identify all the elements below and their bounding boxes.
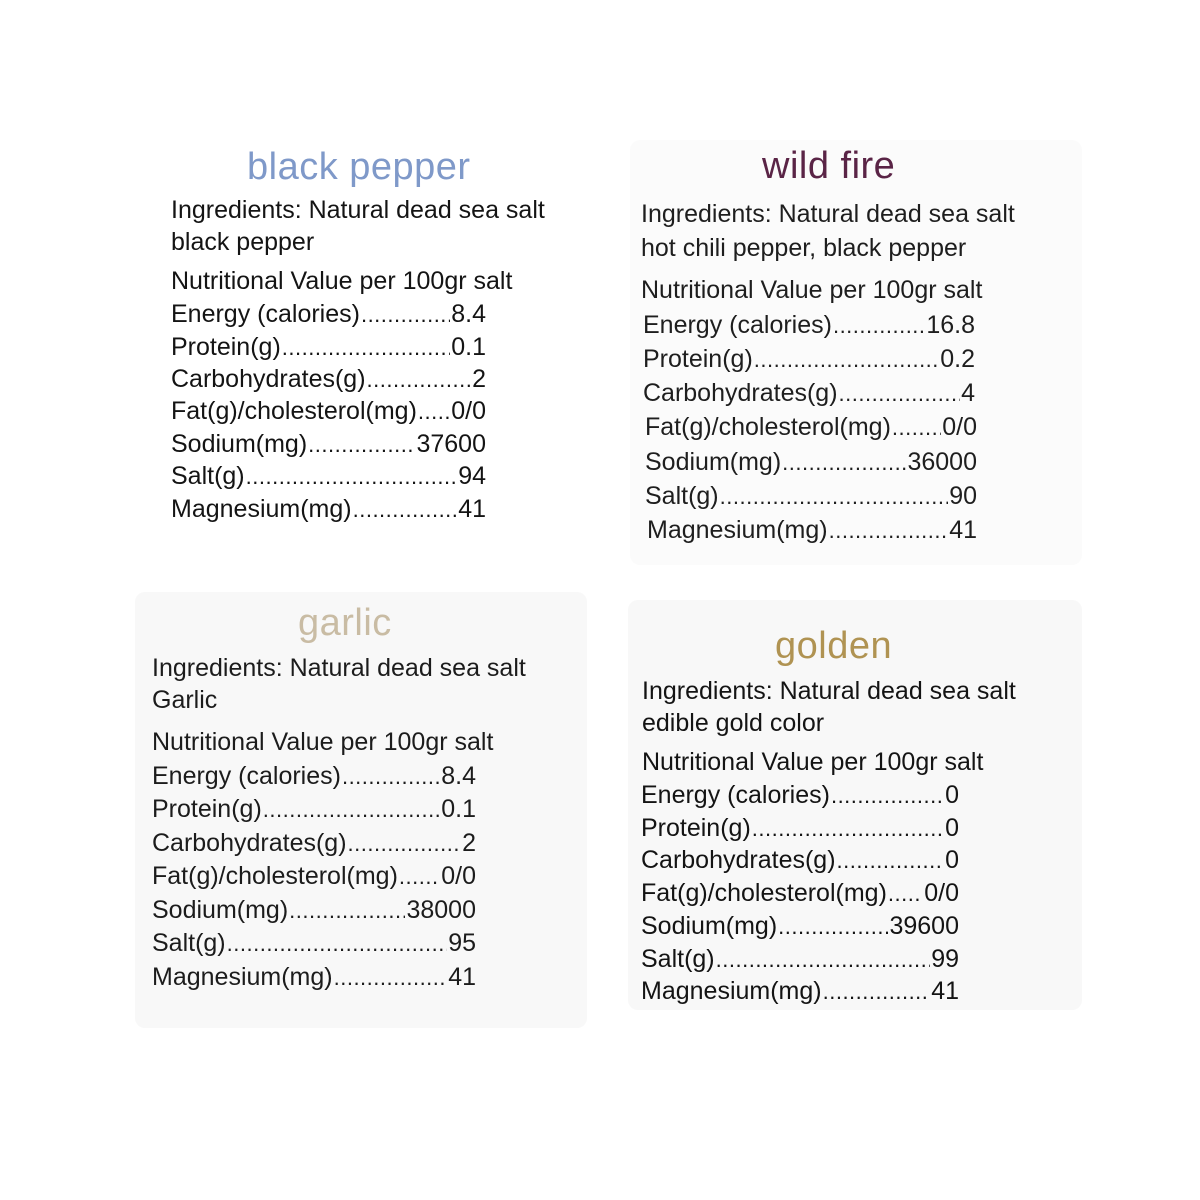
- nutrient-value: 0/0: [441, 862, 476, 890]
- leader-dots: [833, 315, 925, 337]
- nutrition-row: [152, 931, 476, 956]
- nutrient-name: Salt(g): [152, 929, 226, 957]
- nutrition-row: [645, 484, 977, 509]
- nutrient-value: 0/0: [451, 397, 486, 425]
- leader-dots: [752, 818, 944, 840]
- nutrient-name: Sodium(mg): [171, 430, 308, 458]
- nutrient-name: Fat(g)/cholesterol(mg): [171, 397, 417, 425]
- nutrient-name: Fat(g)/cholesterol(mg): [645, 413, 891, 441]
- nutrient-value: 41: [458, 495, 486, 523]
- nutrient-name: Protein(g): [641, 814, 751, 842]
- leader-dots: [892, 417, 941, 439]
- nutrient-name: Sodium(mg): [641, 912, 778, 940]
- nutrition-row: [641, 816, 959, 841]
- nutrition-row: [171, 464, 486, 489]
- nutrient-value: 8.4: [441, 762, 476, 790]
- nutrition-row: [647, 518, 977, 543]
- nutrient-name: Energy (calories): [152, 762, 341, 790]
- nutrition-heading: Nutritional Value per 100gr salt: [642, 748, 984, 776]
- nutrition-row: [171, 432, 486, 457]
- nutrient-value: 0.1: [441, 795, 476, 823]
- nutrient-name: Fat(g)/cholesterol(mg): [641, 879, 887, 907]
- leader-dots: [823, 981, 931, 1003]
- nutrition-heading: Nutritional Value per 100gr salt: [152, 728, 494, 756]
- leader-dots: [754, 349, 939, 371]
- ingredients-line: Ingredients: Natural dead sea salt: [641, 200, 1015, 228]
- nutrition-row: [641, 914, 959, 939]
- label-title: garlic: [298, 602, 392, 644]
- nutrition-row: [645, 415, 977, 440]
- ingredients-line: Ingredients: Natural dead sea salt: [642, 677, 1016, 705]
- nutrient-name: Magnesium(mg): [152, 963, 333, 991]
- nutrition-row: [641, 979, 959, 1004]
- nutrient-name: Sodium(mg): [645, 448, 782, 476]
- leader-dots: [782, 452, 906, 474]
- nutrient-name: Protein(g): [152, 795, 262, 823]
- nutrition-row: [641, 783, 959, 808]
- nutrient-value: 39600: [889, 912, 959, 940]
- nutrition-heading: Nutritional Value per 100gr salt: [641, 276, 983, 304]
- leader-dots: [778, 916, 888, 938]
- leader-dots: [353, 499, 458, 521]
- leader-dots: [246, 466, 458, 488]
- nutrition-row: [643, 313, 975, 338]
- nutrient-value: 0: [945, 781, 959, 809]
- leader-dots: [282, 337, 450, 359]
- leader-dots: [348, 833, 462, 855]
- nutrition-row: [645, 450, 977, 475]
- nutrition-row: [171, 497, 486, 522]
- nutrient-name: Salt(g): [645, 482, 719, 510]
- nutrition-row: [171, 335, 486, 360]
- label-title: wild fire: [762, 145, 896, 187]
- nutrient-value: 90: [949, 482, 977, 510]
- nutrient-value: 8.4: [451, 300, 486, 328]
- nutrient-value: 41: [448, 963, 476, 991]
- nutrition-row: [643, 347, 975, 372]
- ingredients-line: Ingredients: Natural dead sea salt: [171, 196, 545, 224]
- nutrition-row: [643, 381, 975, 406]
- nutrient-name: Sodium(mg): [152, 896, 289, 924]
- nutrient-value: 4: [961, 379, 975, 407]
- leader-dots: [308, 434, 415, 456]
- nutrition-row: [152, 764, 476, 789]
- leader-dots: [334, 967, 448, 989]
- nutrient-value: 16.8: [926, 311, 975, 339]
- nutrient-name: Magnesium(mg): [647, 516, 828, 544]
- nutrient-name: Protein(g): [643, 345, 753, 373]
- nutrient-name: Magnesium(mg): [171, 495, 352, 523]
- nutrient-value: 38000: [406, 896, 476, 924]
- label-title: black pepper: [247, 146, 471, 188]
- leader-dots: [418, 401, 450, 423]
- nutrition-row: [171, 302, 486, 327]
- leader-dots: [720, 486, 949, 508]
- leader-dots: [361, 304, 450, 326]
- nutrition-heading: Nutritional Value per 100gr salt: [171, 267, 513, 295]
- nutrition-row: [641, 881, 959, 906]
- nutrient-value: 0: [945, 814, 959, 842]
- ingredients-line: black pepper: [171, 228, 315, 256]
- leader-dots: [263, 799, 440, 821]
- nutrition-row: [152, 898, 476, 923]
- leader-dots: [227, 933, 448, 955]
- nutrition-row: [641, 947, 959, 972]
- nutrient-value: 41: [949, 516, 977, 544]
- leader-dots: [342, 766, 440, 788]
- leader-dots: [837, 850, 945, 872]
- nutrient-value: 0/0: [942, 413, 977, 441]
- leader-dots: [831, 785, 944, 807]
- ingredients-line: edible gold color: [642, 709, 825, 737]
- nutrition-row: [152, 831, 476, 856]
- nutrient-name: Carbohydrates(g): [152, 829, 347, 857]
- leader-dots: [367, 369, 472, 391]
- nutrient-name: Magnesium(mg): [641, 977, 822, 1005]
- ingredients-line: Garlic: [152, 686, 218, 714]
- nutrient-value: 41: [931, 977, 959, 1005]
- nutrient-value: 2: [472, 365, 486, 393]
- nutrient-value: 0/0: [924, 879, 959, 907]
- nutrient-value: 36000: [907, 448, 977, 476]
- nutrient-value: 2: [462, 829, 476, 857]
- nutrient-name: Carbohydrates(g): [641, 846, 836, 874]
- nutrient-value: 94: [458, 462, 486, 490]
- nutrient-name: Fat(g)/cholesterol(mg): [152, 862, 398, 890]
- nutrition-row: [171, 367, 486, 392]
- ingredients-line: hot chili pepper, black pepper: [641, 234, 967, 262]
- nutrition-row: [152, 965, 476, 990]
- nutrient-name: Salt(g): [641, 945, 715, 973]
- nutrient-value: 37600: [416, 430, 486, 458]
- nutrition-row: [152, 797, 476, 822]
- leader-dots: [829, 520, 949, 542]
- leader-dots: [289, 900, 405, 922]
- leader-dots: [888, 883, 923, 905]
- nutrition-row: [641, 848, 959, 873]
- leader-dots: [716, 949, 931, 971]
- nutrient-value: 0: [945, 846, 959, 874]
- label-title: golden: [775, 625, 893, 667]
- nutrient-name: Carbohydrates(g): [171, 365, 366, 393]
- nutrient-value: 95: [448, 929, 476, 957]
- nutrient-name: Protein(g): [171, 333, 281, 361]
- nutrient-name: Salt(g): [171, 462, 245, 490]
- nutrient-name: Energy (calories): [171, 300, 360, 328]
- leader-dots: [399, 866, 440, 888]
- ingredients-line: Ingredients: Natural dead sea salt: [152, 654, 526, 682]
- nutrient-value: 0.1: [451, 333, 486, 361]
- leader-dots: [839, 383, 961, 405]
- nutrient-value: 0.2: [940, 345, 975, 373]
- nutrient-name: Carbohydrates(g): [643, 379, 838, 407]
- nutrient-value: 99: [931, 945, 959, 973]
- nutrient-name: Energy (calories): [643, 311, 832, 339]
- nutrition-row: [171, 399, 486, 424]
- nutrition-row: [152, 864, 476, 889]
- nutrient-name: Energy (calories): [641, 781, 830, 809]
